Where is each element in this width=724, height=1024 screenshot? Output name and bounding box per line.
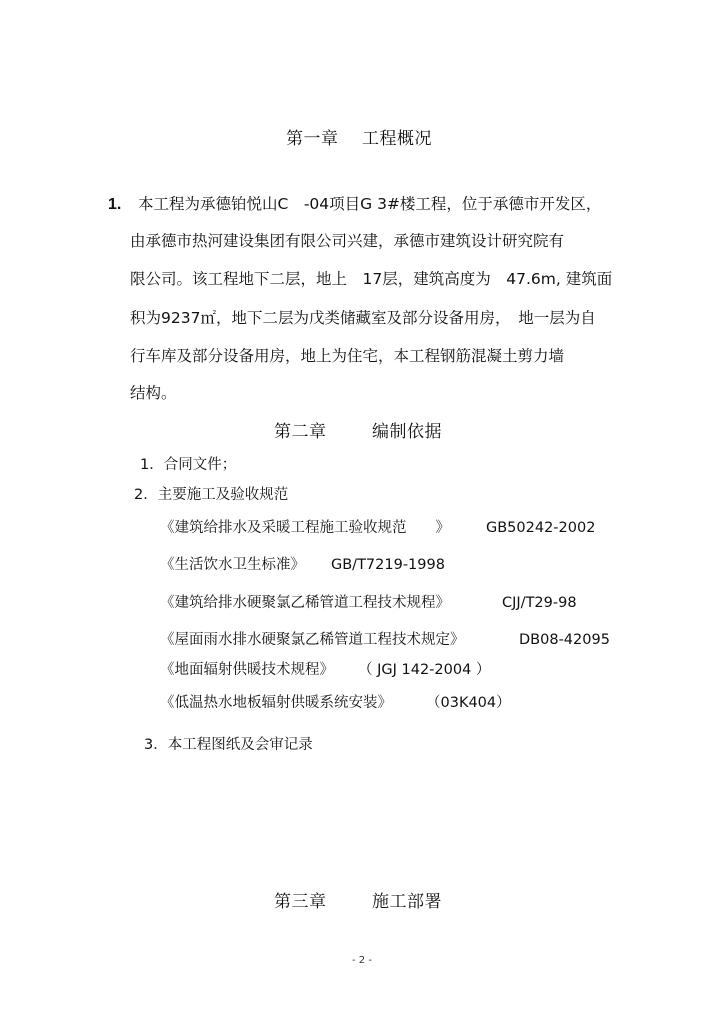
standard-code: （ JGJ 142-2004 ） — [358, 662, 491, 678]
chapter1-line: 由承德市热河建设集团有限公司兴建，承德市建筑设计研究院有 — [130, 232, 565, 250]
standard-code: DB08-42095 — [519, 632, 610, 648]
chapter1-title-number: 第一章 — [286, 129, 339, 149]
chapter1-line: 积为9237㎡，地下二层为戊类储藏室及部分设备用房， 地一层为自 — [130, 309, 596, 327]
standard-name: 《生活饮水卫生标准》 — [160, 557, 305, 573]
chapter1-line: 限公司。该工程地下二层，地上 17层，建筑高度为 47.6m, 建筑面 — [130, 270, 613, 288]
page-number: - 2 - — [352, 955, 372, 966]
standard-name: 《低温热水地板辐射供暖系统安装》 — [160, 695, 392, 711]
chapter1-line: 结构。 — [130, 384, 177, 402]
chapter1-title-text: 工程概况 — [362, 129, 432, 149]
standard-name: 《建筑给排水及采暖工程施工验收规范 》 — [160, 520, 450, 536]
standard-code: CJJ/T29-98 — [502, 595, 577, 611]
chapter1-line: 本工程为承德铂悦山C -04项目G 3#楼工程，位于承德市开发区， — [138, 195, 602, 213]
chapter1-item-number: 1. — [108, 196, 122, 213]
standard-code: GB/T7219-1998 — [331, 557, 445, 573]
chapter2-title-number: 第二章 — [274, 422, 327, 442]
chapter2-title-text: 编制依据 — [372, 422, 442, 442]
standard-code: （03K404） — [426, 695, 511, 711]
chapter3-title-text: 施工部署 — [372, 892, 442, 912]
chapter3-title-number: 第三章 — [274, 892, 327, 912]
chapter1-line: 行车库及部分设备用房，地上为住宅，本工程钢筋混凝土剪力墙 — [130, 347, 565, 365]
standard-name: 《地面辐射供暖技术规程》 — [160, 662, 334, 678]
chapter2-item: 2．主要施工及验收规范 — [134, 487, 289, 503]
standard-name: 《建筑给排水硬聚氯乙稀管道工程技术规程》 — [160, 595, 450, 611]
standard-code: GB50242-2002 — [486, 520, 596, 536]
standard-name: 《屋面雨水排水硬聚氯乙稀管道工程技术规定》 — [160, 632, 465, 648]
chapter2-item: 1．合同文件； — [140, 457, 237, 473]
chapter2-item: 3．本工程图纸及会审记录 — [144, 737, 313, 753]
